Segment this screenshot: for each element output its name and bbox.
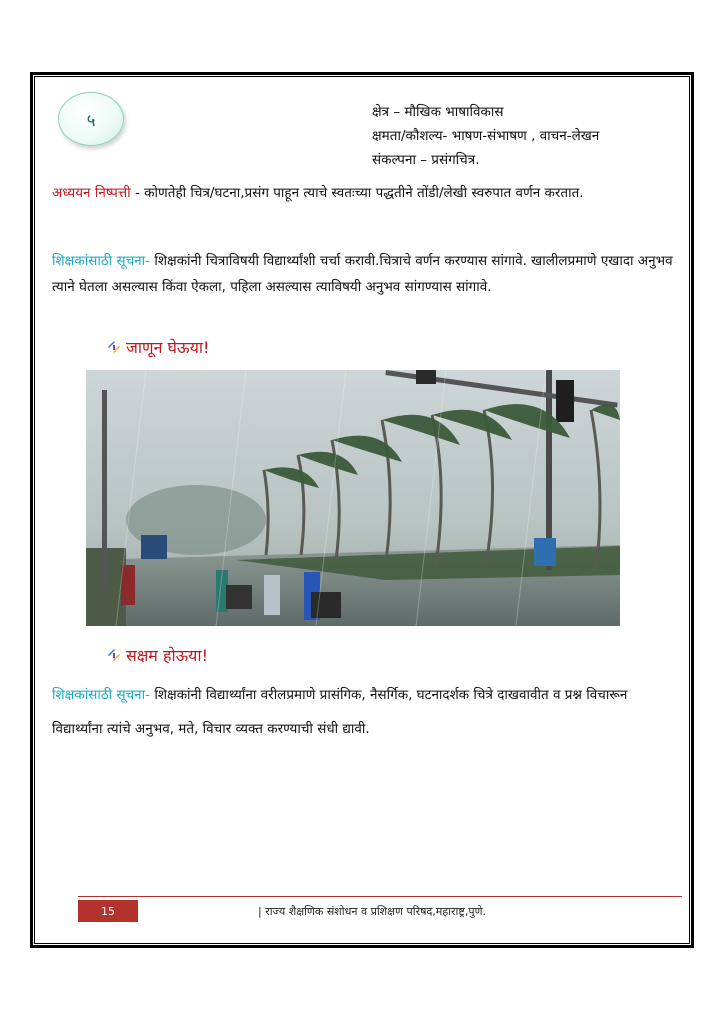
teacher-instructions-2-label: शिक्षकांसाठी सूचना- xyxy=(52,687,151,703)
footer-publisher: | राज्य शैक्षणिक संशोधन व प्रशिक्षण परिषद,महाराष्ट्र,पुणे. xyxy=(258,905,487,918)
storm-scene-photo xyxy=(86,370,620,626)
pencil-bullet-icon xyxy=(106,647,122,663)
lesson-number-badge: ५ xyxy=(58,92,124,146)
teacher-instructions-1-label: शिक्षकांसाठी सूचना- xyxy=(52,253,151,269)
lesson-meta xyxy=(372,100,599,172)
meta-concept: संकल्पना – प्रसंगचित्र. xyxy=(372,152,480,168)
section-heading-learn-text: जाणून घेऊया! xyxy=(126,338,210,357)
teacher-instructions-2-text: शिक्षकांनी विद्यार्थ्यांना वरीलप्रमाणे प्रासंगिक, नैसर्गिक, घटनादर्शक चित्रे दाखवावीत व प्रश्न विचारून विद्यार्थ्यांना त्यांचे अनुभव, मते, विचार व्यक्त करण्याची संधी द्यावी. xyxy=(52,687,628,737)
pencil-bullet-icon xyxy=(106,339,122,355)
meta-area: क्षेत्र – मौखिक भाषाविकास xyxy=(372,104,504,120)
teacher-instructions-2 xyxy=(52,678,680,746)
page-number: 15 xyxy=(78,900,138,922)
meta-skill: क्षमता/कौशल्य- भाषण-संभाषण , वाचन-लेखन xyxy=(372,128,600,144)
teacher-instructions-1 xyxy=(52,248,680,300)
learning-outcome xyxy=(52,180,680,207)
section-heading-become-capable xyxy=(106,644,208,666)
section-heading-learn xyxy=(106,336,209,358)
teacher-instructions-1-text: शिक्षकांनी चित्राविषयी विद्यार्थ्यांशी चर्चा करावी.चित्राचे वर्णन करण्यास सांगावे. खालीलप्रमाणे एखादा अनुभव त्याने घेतला असल्यास किंवा ऐकला, पहिला असल्यास त्याविषयी अनुभव सांगण्यास सांगावे. xyxy=(52,253,673,295)
learning-outcome-text: - कोणतेही चित्र/घटना,प्रसंग पाहून त्याचे स्वतःच्या पद्धतीने तोंडी/लेखी स्वरुपात वर्णन करतात. xyxy=(130,185,584,201)
learning-outcome-label: अध्ययन निष्पत्ती xyxy=(52,185,131,201)
section-heading-become-capable-text: सक्षम होऊया! xyxy=(126,646,208,665)
footer-divider xyxy=(78,896,682,897)
